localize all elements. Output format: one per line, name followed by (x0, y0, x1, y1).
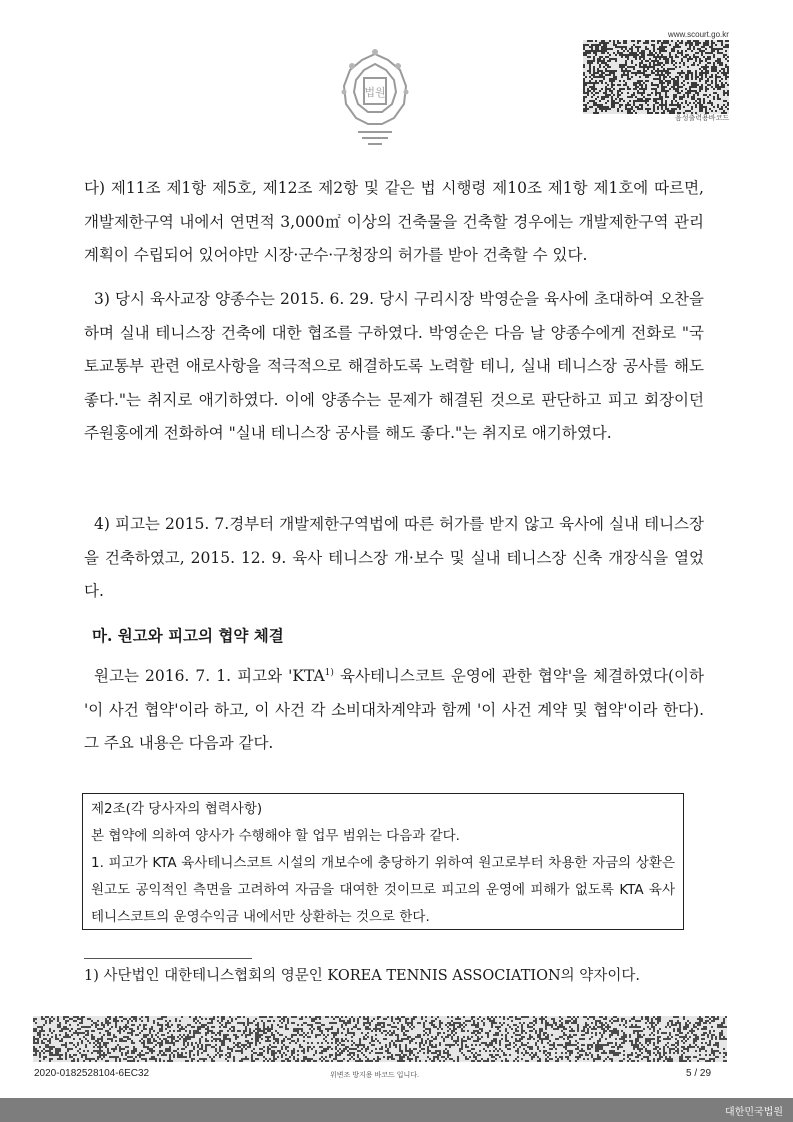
seal-text: 법원 (364, 86, 386, 99)
court-name: 대한민국법원 (725, 1107, 783, 1118)
footnote-divider (84, 958, 252, 959)
footer-bar (0, 1098, 793, 1122)
paragraph-3: 3) 당시 육사교장 양종수는 2015. 6. 29. 당시 구리시장 박영순을 육사에 초대하여 오찬을 하며 실내 테니스장 건축에 대한 협조를 구하였다. 박영순은 다음 날 양종수에게 전화로 "국토교통부 관련 애로사항을 적극적으로 해결하도록 노력할 테니, 실내 테니스장 공사를 해도 좋다."는 취지로 애기하였다. 이에 양종수는 문제가 해결된 것으로 판단하고 피고 회장이던 주원홍에게 전화하여 "실내 테니스장 공사를 해도 좋다."는 취지로 애기하였다. (84, 290, 704, 442)
footnote-1: 1) 사단법인 대한테니스협회의 영문인 KOREA TENNIS ASSOCIATION의 약자이다. (84, 968, 640, 984)
agreement-excerpt-box (82, 793, 684, 930)
court-seal-logo (338, 46, 412, 150)
audio-barcode-2d (583, 40, 729, 114)
excerpt-scope: 본 협약에 의하여 양사가 수행해야 할 업무 범위는 다음과 같다. (91, 828, 460, 844)
footnote-reference-1[interactable]: 1) (324, 667, 334, 678)
barcode-caption: 음성출력용바코드 (675, 115, 730, 122)
paragraph-ma-part2: 육사테니스코트 운영에 관한 협약'을 체결하였다(이하 '이 사건 협약'이라 하고, 이 사건 각 소비대차계약과 함께 '이 사건 계약 및 협약'이라 한다). 그 주요 내용은 다음과 같다. (84, 667, 704, 752)
page-number: 5 / 29 (686, 1068, 712, 1079)
site-url: www.scourt.go.kr (668, 30, 729, 39)
paragraph-4: 4) 피고는 2015. 7.경부터 개발제한구역법에 따른 허가를 받지 않고 육사에 실내 테니스장을 건축하였고, 2015. 12. 9. 육사 테니스장 개·보수 및 실내 테니스장 신축 개장식을 열었다. (84, 515, 704, 600)
excerpt-clause-1: 1. 피고가 KTA 육사테니스코트 시설의 개보수에 충당하기 위하여 원고로부터 차용한 자금의 상환은 원고도 공익적인 측면을 고려하여 자금을 대여한 것이므로 피고의 운영에 피해가 없도록 KTA 육사테니스코트의 운영수익금 내에서만 상환하는 것으로 한다. (91, 855, 675, 925)
paragraph-ma (84, 660, 704, 761)
paragraph-ma-part1: 원고는 2016. 7. 1. 피고와 'KTA (94, 667, 325, 685)
paragraph-d: 다) 제11조 제1항 제5호, 제12조 제2항 및 같은 법 시행령 제10조 제1항 제1호에 따르면, 개발제한구역 내에서 연면적 3,000㎡ 이상의 건축물을 건축할 경우에는 개발제한구역 관리계획이 수립되어 있어야만 시장·군수·구청장의 허가를 받아 건축할 수 있다. (84, 179, 704, 264)
section-heading-ma: 마. 원고와 피고의 협약 체결 (92, 626, 284, 645)
excerpt-article-title: 제2조(각 당사자의 협력사항) (91, 801, 263, 817)
forgery-note: 위변조 방지용 바코드 입니다. (330, 1072, 419, 1079)
anti-forgery-barcode (33, 1016, 727, 1062)
document-id: 2020-0182528104-6EC32 (34, 1068, 150, 1079)
